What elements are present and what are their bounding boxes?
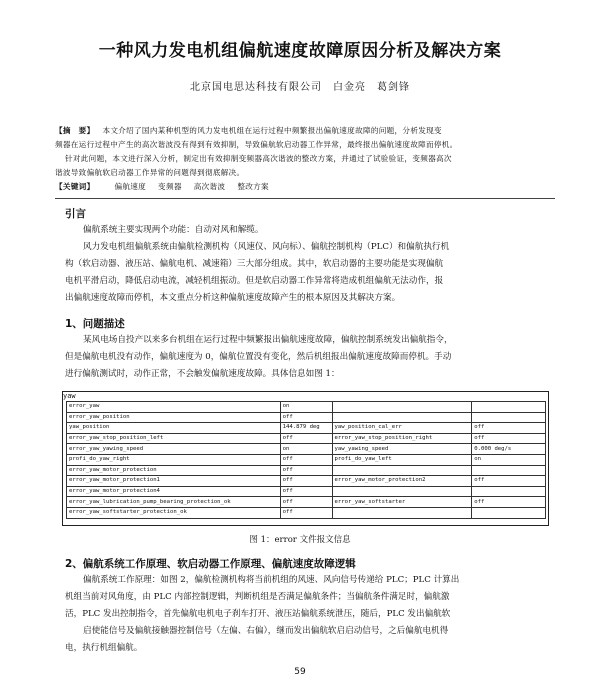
figure-1-panel	[62, 391, 549, 526]
status-name	[332, 465, 472, 476]
status-value	[472, 402, 546, 413]
abstract-block	[55, 124, 555, 194]
section-heading-intro: 引言	[65, 208, 86, 220]
status-name	[332, 486, 472, 497]
status-name	[332, 412, 472, 423]
status-value: off	[280, 486, 332, 497]
status-value: off	[280, 465, 332, 476]
status-name: error_yaw_softstarter	[332, 497, 472, 508]
paragraph-line: 偏航系统主要实现两个功能：自动对风和解缆。	[83, 225, 264, 235]
intro-body	[65, 222, 545, 307]
keyword: 偏航速度	[114, 182, 147, 191]
status-name	[332, 402, 472, 413]
status-value	[472, 412, 546, 423]
status-name	[332, 507, 472, 518]
paragraph-line: 电机平滑启动，降低启动电流，减轻机组振动。但是软启动器工作异常将造成机组偏航无法动作，报	[65, 276, 444, 286]
status-value	[472, 486, 546, 497]
figure-caption: 图 1：error 文件报文信息	[249, 535, 351, 545]
figure-panel-title: yaw	[63, 392, 76, 400]
status-value	[472, 507, 546, 518]
status-value: 144.879 deg	[280, 423, 332, 434]
keyword: 变频器	[158, 182, 182, 191]
section1-body	[65, 332, 545, 383]
status-name: error_yaw_softstarter_protection_ok	[67, 507, 281, 518]
status-name: yaw_yawing_speed	[332, 444, 472, 455]
abstract-line: 【摘 要】 本文介绍了国内某种机型的风力发电机组在运行过程中频繁报出偏航速度故障的问题，分析发现变	[55, 126, 442, 135]
status-value: off	[472, 497, 546, 508]
status-name: error_yaw_position	[67, 412, 281, 423]
paragraph-line: 风力发电机组偏航系统由偏航检测机构（风速仪、风向标）、偏航控制机构（PLC）和偏航执行机	[83, 242, 450, 252]
status-value: off	[280, 476, 332, 487]
paragraph-line: 电，执行机组偏航。	[65, 643, 143, 653]
paragraph-line: 进行偏航测试时，动作正常，不会触发偏航速度故障。具体信息如图 1：	[65, 369, 340, 379]
status-value: off	[280, 412, 332, 423]
table-row	[67, 465, 546, 476]
keywords-line	[55, 180, 555, 194]
paragraph-line: 活，PLC 发出控制指令，首先偏航电机电子刹车打开、液压站偏航系统泄压，随后，PLC 发出偏航软	[65, 609, 451, 619]
status-name: error_yaw_motor_protection4	[67, 486, 281, 497]
paragraph-line: 但是偏航电机没有动作，偏航速度为 0，偏航位置没有变化，然后机组报出偏航速度故障而停机。手动	[65, 352, 452, 362]
status-name: profi_do_yaw_left	[332, 454, 472, 465]
status-name: error_yaw_lubrication_pump_bearing_protection_ok	[67, 497, 281, 508]
author-line: 北京国电思达科技有限公司 白金亮 葛剑锋	[190, 82, 410, 93]
abstract-line: 针对此问题，本文进行深入分析，制定出有效抑制变频器高次谐波的整改方案，并通过了试验验证，变频器高次	[65, 154, 452, 163]
status-value: off	[280, 507, 332, 518]
paragraph-line: 偏航系统工作原理：如图 2，偏航检测机构将当前机组的风速、风向信号传递给 PLC；PLC 计算出	[83, 575, 460, 585]
table-row	[67, 433, 546, 444]
status-value: off	[280, 433, 332, 444]
keywords-label: 【关键词】	[55, 182, 95, 191]
table-row	[67, 486, 546, 497]
status-name: error_yaw_yawing_speed	[67, 444, 281, 455]
status-name: error_yaw_stop_position_left	[67, 433, 281, 444]
abstract-label: 【摘 要】	[55, 126, 95, 135]
status-name: yaw_position_cal_err	[332, 423, 472, 434]
error-status-table	[66, 401, 546, 519]
status-value: off	[472, 433, 546, 444]
status-name: error_yaw_stop_position_right	[332, 433, 472, 444]
table-row	[67, 412, 546, 423]
keyword: 高次谐波	[193, 182, 226, 191]
status-value: off	[280, 454, 332, 465]
section2-body	[65, 572, 545, 657]
paragraph-line: 构（软启动器、液压站、偏航电机、减速箱）三大部分组成。其中，软启动器的主要功能是实现偏航	[65, 259, 444, 269]
table-row	[67, 423, 546, 434]
table-row	[67, 444, 546, 455]
status-name: error_yaw_motor_protection	[67, 465, 281, 476]
keyword: 整改方案	[237, 182, 269, 191]
paragraph-line: 机组当前对风角度，由 PLC 内部控制逻辑，判断机组是否满足偏航条件；当偏航条件满足时，偏航激	[65, 592, 450, 602]
abstract-line: 频器在运行过程中产生的高次谐波没有得到有效抑制，导致偏航软启动器工作异常，最终报出偏航速度故障而停机。	[55, 140, 458, 149]
section-heading-2: 2、偏航系统工作原理、软启动器工作原理、偏航速度故障逻辑	[65, 558, 356, 570]
status-value: 0.000 deg/s	[472, 444, 546, 455]
status-name: error_yaw	[67, 402, 281, 413]
paragraph-line: 某风电场自投产以来多台机组在运行过程中频繁报出偏航速度故障，偏航控制系统发出偏航指令，	[83, 335, 453, 345]
status-name: error_yaw_motor_protection1	[67, 476, 281, 487]
paragraph-line: 出偏航速度故障而停机，本文重点分析这种偏航速度故障产生的根本原因及其解决方案。	[65, 293, 401, 303]
page-number: 59	[294, 667, 306, 677]
divider	[55, 198, 555, 199]
status-value	[472, 465, 546, 476]
table-row	[67, 476, 546, 487]
paper-title: 一种风力发电机组偏航速度故障原因分析及解决方案	[98, 41, 502, 61]
status-name: error_yaw_motor_protection2	[332, 476, 472, 487]
status-value: off	[472, 423, 546, 434]
status-value: on	[472, 454, 546, 465]
status-value: on	[280, 402, 332, 413]
status-name: profi_do_yaw_right	[67, 454, 281, 465]
section-heading-1: 1、问题描述	[65, 318, 125, 330]
status-value: on	[280, 444, 332, 455]
paragraph-line: 启使能信号及偏航接触器控制信号（左偏、右偏），继而发出偏航软启启动信号，之后偏航电机得	[83, 626, 449, 636]
table-row	[67, 507, 546, 518]
status-name: yaw_position	[67, 423, 281, 434]
table-row	[67, 497, 546, 508]
status-value: off	[280, 497, 332, 508]
status-value: off	[472, 476, 546, 487]
table-row	[67, 402, 546, 413]
table-row	[67, 454, 546, 465]
abstract-line: 谐波导致偏航软启动器工作异常的问题得到彻底解决。	[55, 168, 245, 177]
